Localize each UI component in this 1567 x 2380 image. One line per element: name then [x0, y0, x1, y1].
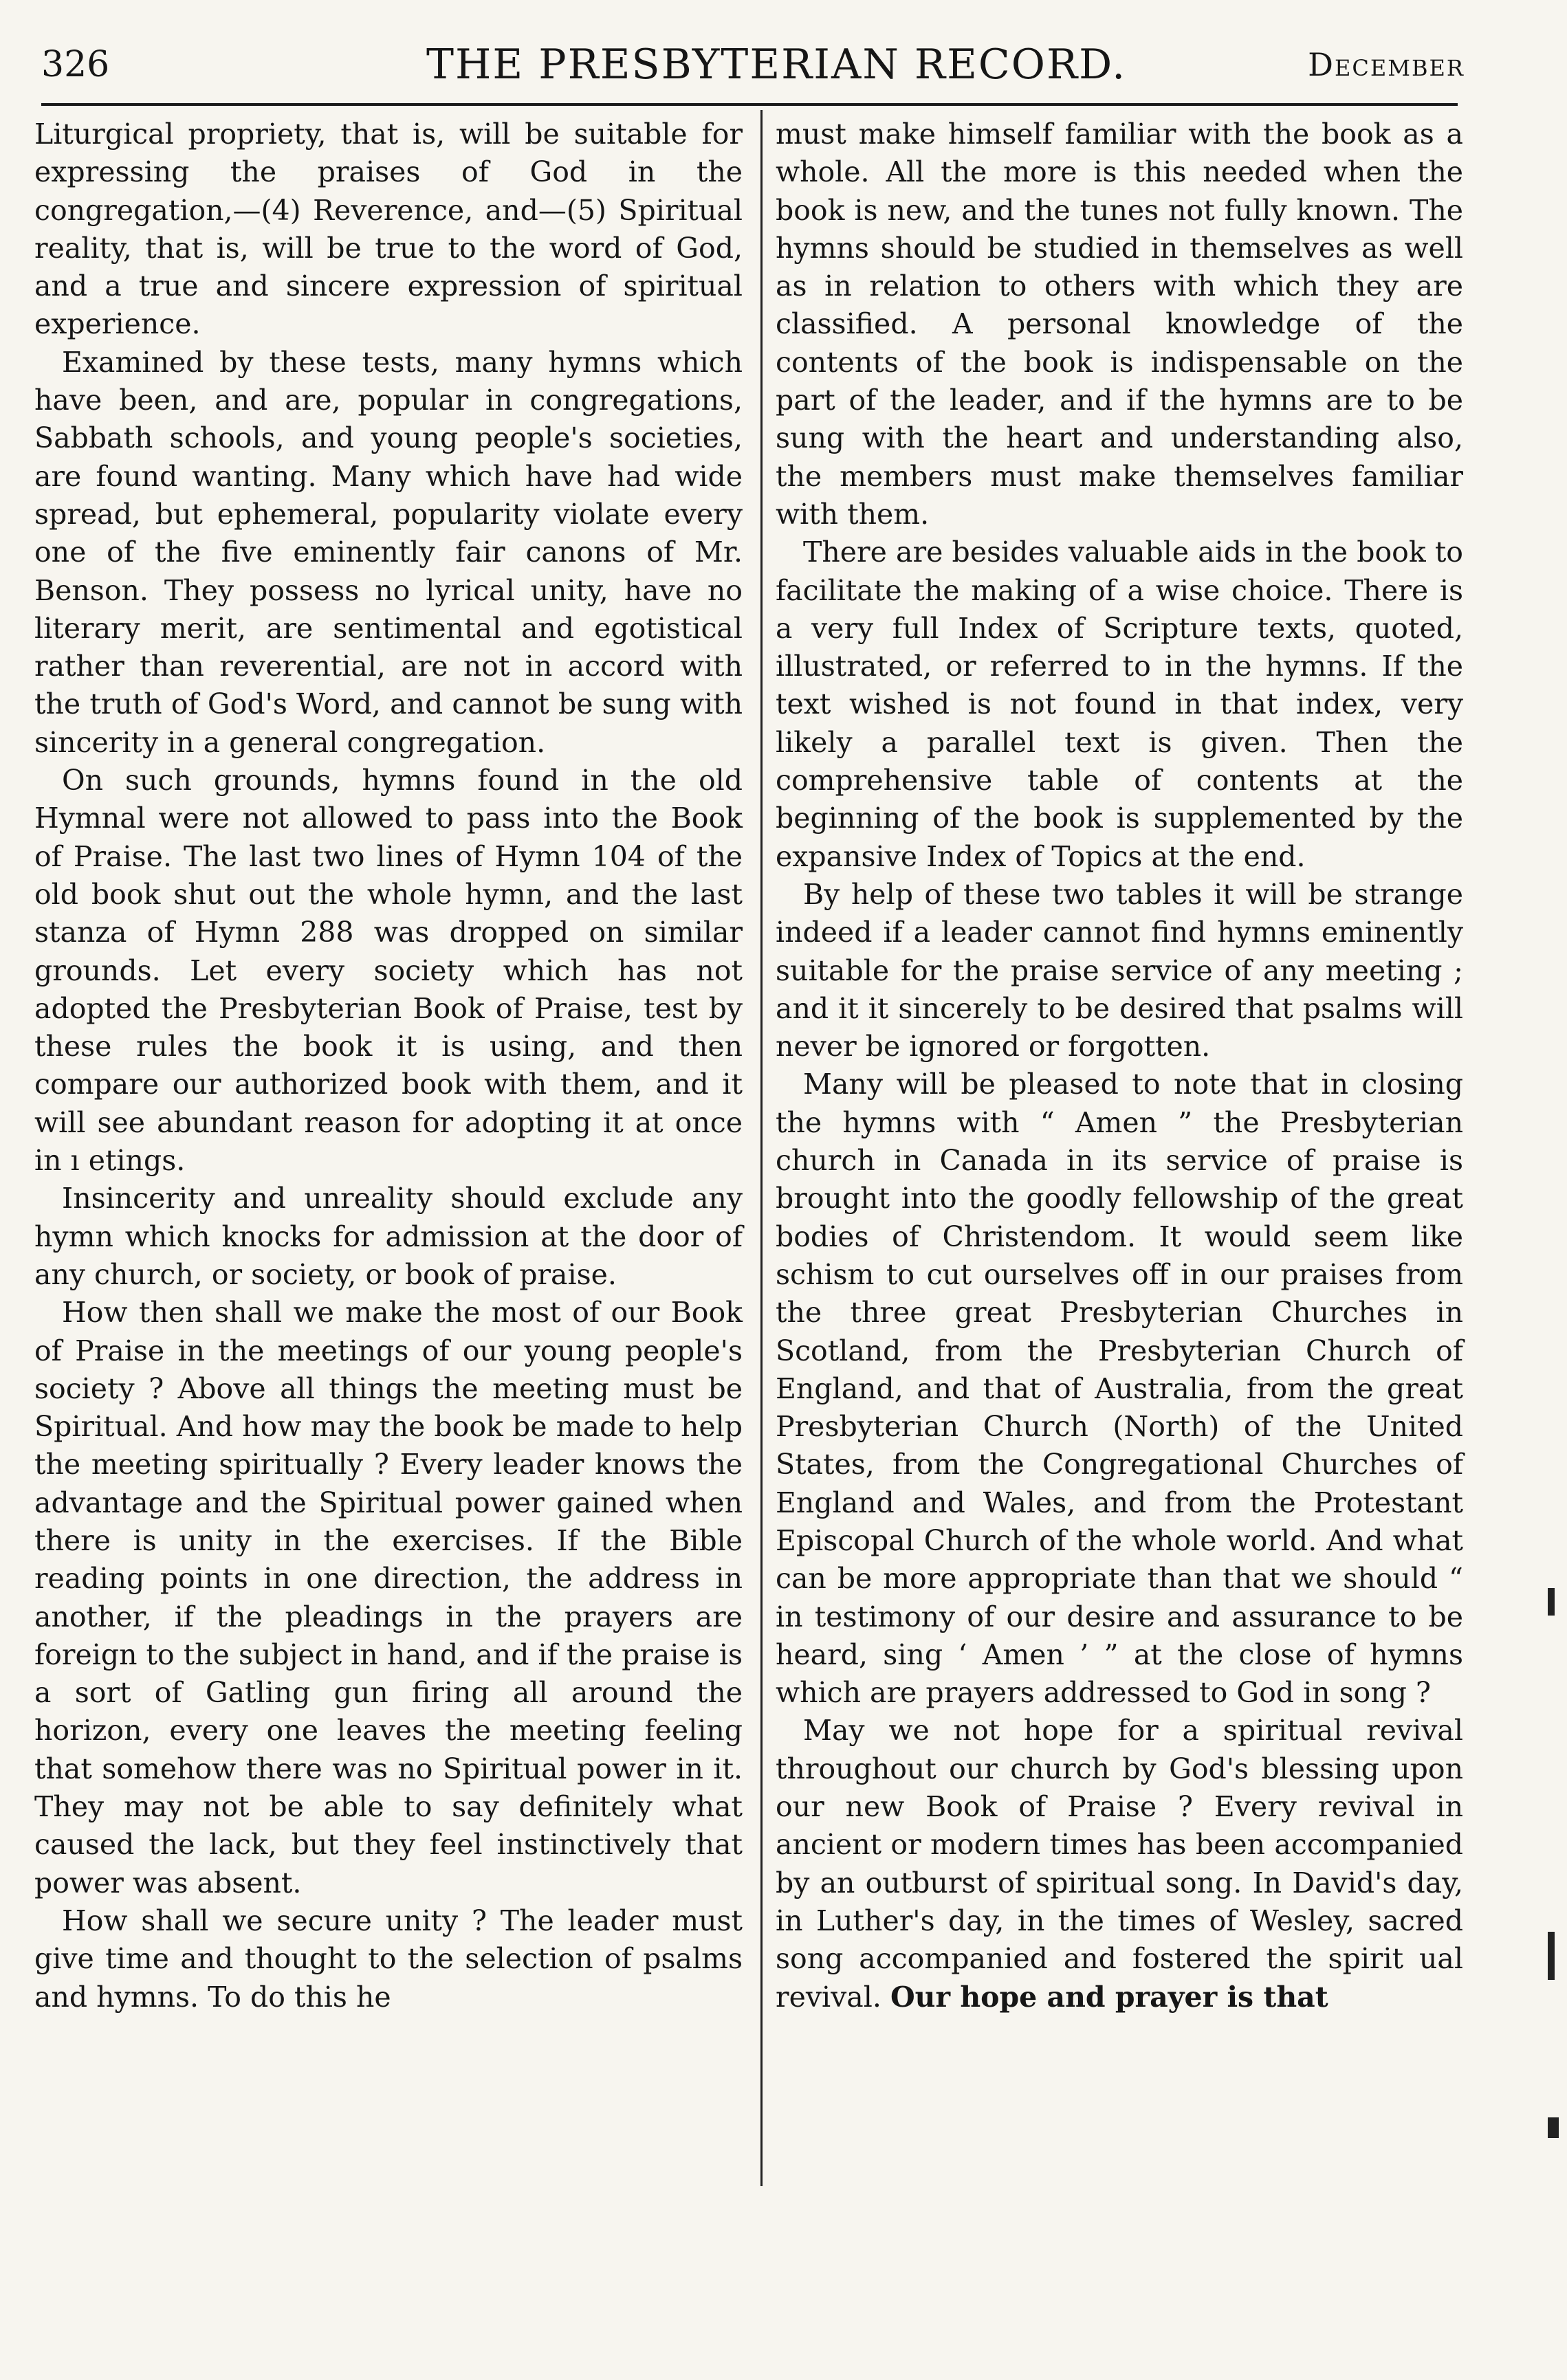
header-rule [41, 103, 1458, 106]
page-edge-mark [1548, 1932, 1555, 1980]
closing-bold-text: Our hope and prayer is that [890, 1980, 1328, 2014]
issue-month: December [1308, 46, 1465, 83]
paragraph: By help of these two tables it will be strange indeed if a leader cannot find hymns eminently suitable for the praise service of any meeting ; and it it sincerely to be desired that psalms will never be ignored or forgotten. [776, 877, 1463, 1064]
paragraph: On such grounds, hymns found in the old Hymnal were not allowed to pass into the Book of Praise. The last two lines of Hymn 104 of the old book shut out the whole hymn, and the last stanza of Hymn 288 was dropped on similar grounds. Let every society which has not adopted the Presbyterian Book of Praise, test by these rules the book it is using, and then compare our authorized book with them, and it will see abundant reason for adopting it at once in ı etings. [34, 764, 743, 1178]
paragraph: Many will be pleased to note that in closing the hymns with “ Amen ” the Presbyterian church in Canada in its service of praise is brought into the goodly fellowship of the great bodies of Christendom. It would seem like schism to cut ourselves off in our praises from the three great Presbyterian Churches in Scotland, from the Presbyterian Church of England, and that of Australia, from the great Presbyterian Church (North) of the United States, from the Congregational Churches of England and Wales, and from the Protestant Episcopal Church of the whole world. And what can be more appropriate than that we should “ in testimony of our desire and assurance to be heard, sing ‘ Amen ’ ” at the close of hymns which are prayers addressed to God in song ? [776, 1068, 1463, 1710]
paragraph: How then shall we make the most of our Book of Praise in the meetings of our young people's society ? Above all things the meeting must be Spiritual. And how may the book be made to help the meeting spiritually ? Every leader knows the advantage and the Spiritual power gained when there is unity in the exercises. If the Bible reading points in one direction, the address in another, if the pleadings in the prayers are foreign to the subject in hand, and if the praise is a sort of Gatling gun firing all around the horizon, every one leaves the meeting feeling that somehow there was no Spiritual power in it. They may not be able to say definitely what caused the lack, but they feel instinctively that power was absent. [34, 1296, 743, 1899]
journal-title: THE PRESBYTERIAN RECORD. [426, 41, 1127, 89]
right-column [776, 115, 1463, 2016]
page-header [41, 30, 1465, 99]
left-column [34, 115, 743, 2016]
page-edge-mark [1548, 2117, 1559, 2138]
column-divider [760, 110, 763, 2186]
paragraph: must make himself familiar with the book as a whole. All the more is this needed when the book is new, and the tunes not fully known. The hymns should be studied in themselves as well as in relation to others with which they are classified. A personal knowledge of the contents of the book is indispensable on the part of the leader, and if the hymns are to be sung with the heart and understanding also, the members must make themselves familiar with them. [776, 118, 1463, 531]
paragraph [776, 1712, 1463, 2016]
paragraph: There are besides valuable aids in the book to facilitate the making of a wise choice. There is a very full Index of Scripture texts, quoted, illustrated, or referred to in the hymns. If the text wished is not found in that index, very likely a parallel text is given. Then the comprehensive table of contents at the beginning of the book is supplemented by the expansive Index of Topics at the end. [776, 536, 1463, 873]
paragraph: Examined by these tests, many hymns which have been, and are, popular in congregations, Sabbath schools, and young people's societies, are found wanting. Many which have had wide spread, but ephemeral, popularity violate every one of the five eminently fair canons of Mr. Benson. They possess no lyrical unity, have no literary merit, are sentimental and egotistical rather than reverential, are not in accord with the truth of God's Word, and cannot be sung with sincerity in a general congregation. [34, 345, 743, 759]
paragraph: Insincerity and unreality should exclude any hymn which knocks for admission at the door of any church, or society, or book of praise. [34, 1182, 743, 1291]
page-edge-mark [1548, 1588, 1555, 1616]
page-number: 326 [41, 44, 110, 85]
paragraph-text: May we not hope for a spiritual revival throughout our church by God's blessing upon our new Book of Praise ? Every revival in ancient or modern times has been accompanied by an outburst of spiritual song. In David's day, in Luther's day, in the times of Wesley, sacred song accompanied and fostered the spirit ual revival. [776, 1714, 1463, 2014]
paragraph: Liturgical propriety, that is, will be suitable for expressing the praises of God in the congregation,—(4) Reverence, and—(5) Spiritual reality, that is, will be true to the word of God, and a true and sincere expression of spiritual experience. [34, 118, 743, 341]
paragraph: How shall we secure unity ? The leader must give time and thought to the selection of psalms and hymns. To do this he [34, 1904, 743, 2014]
